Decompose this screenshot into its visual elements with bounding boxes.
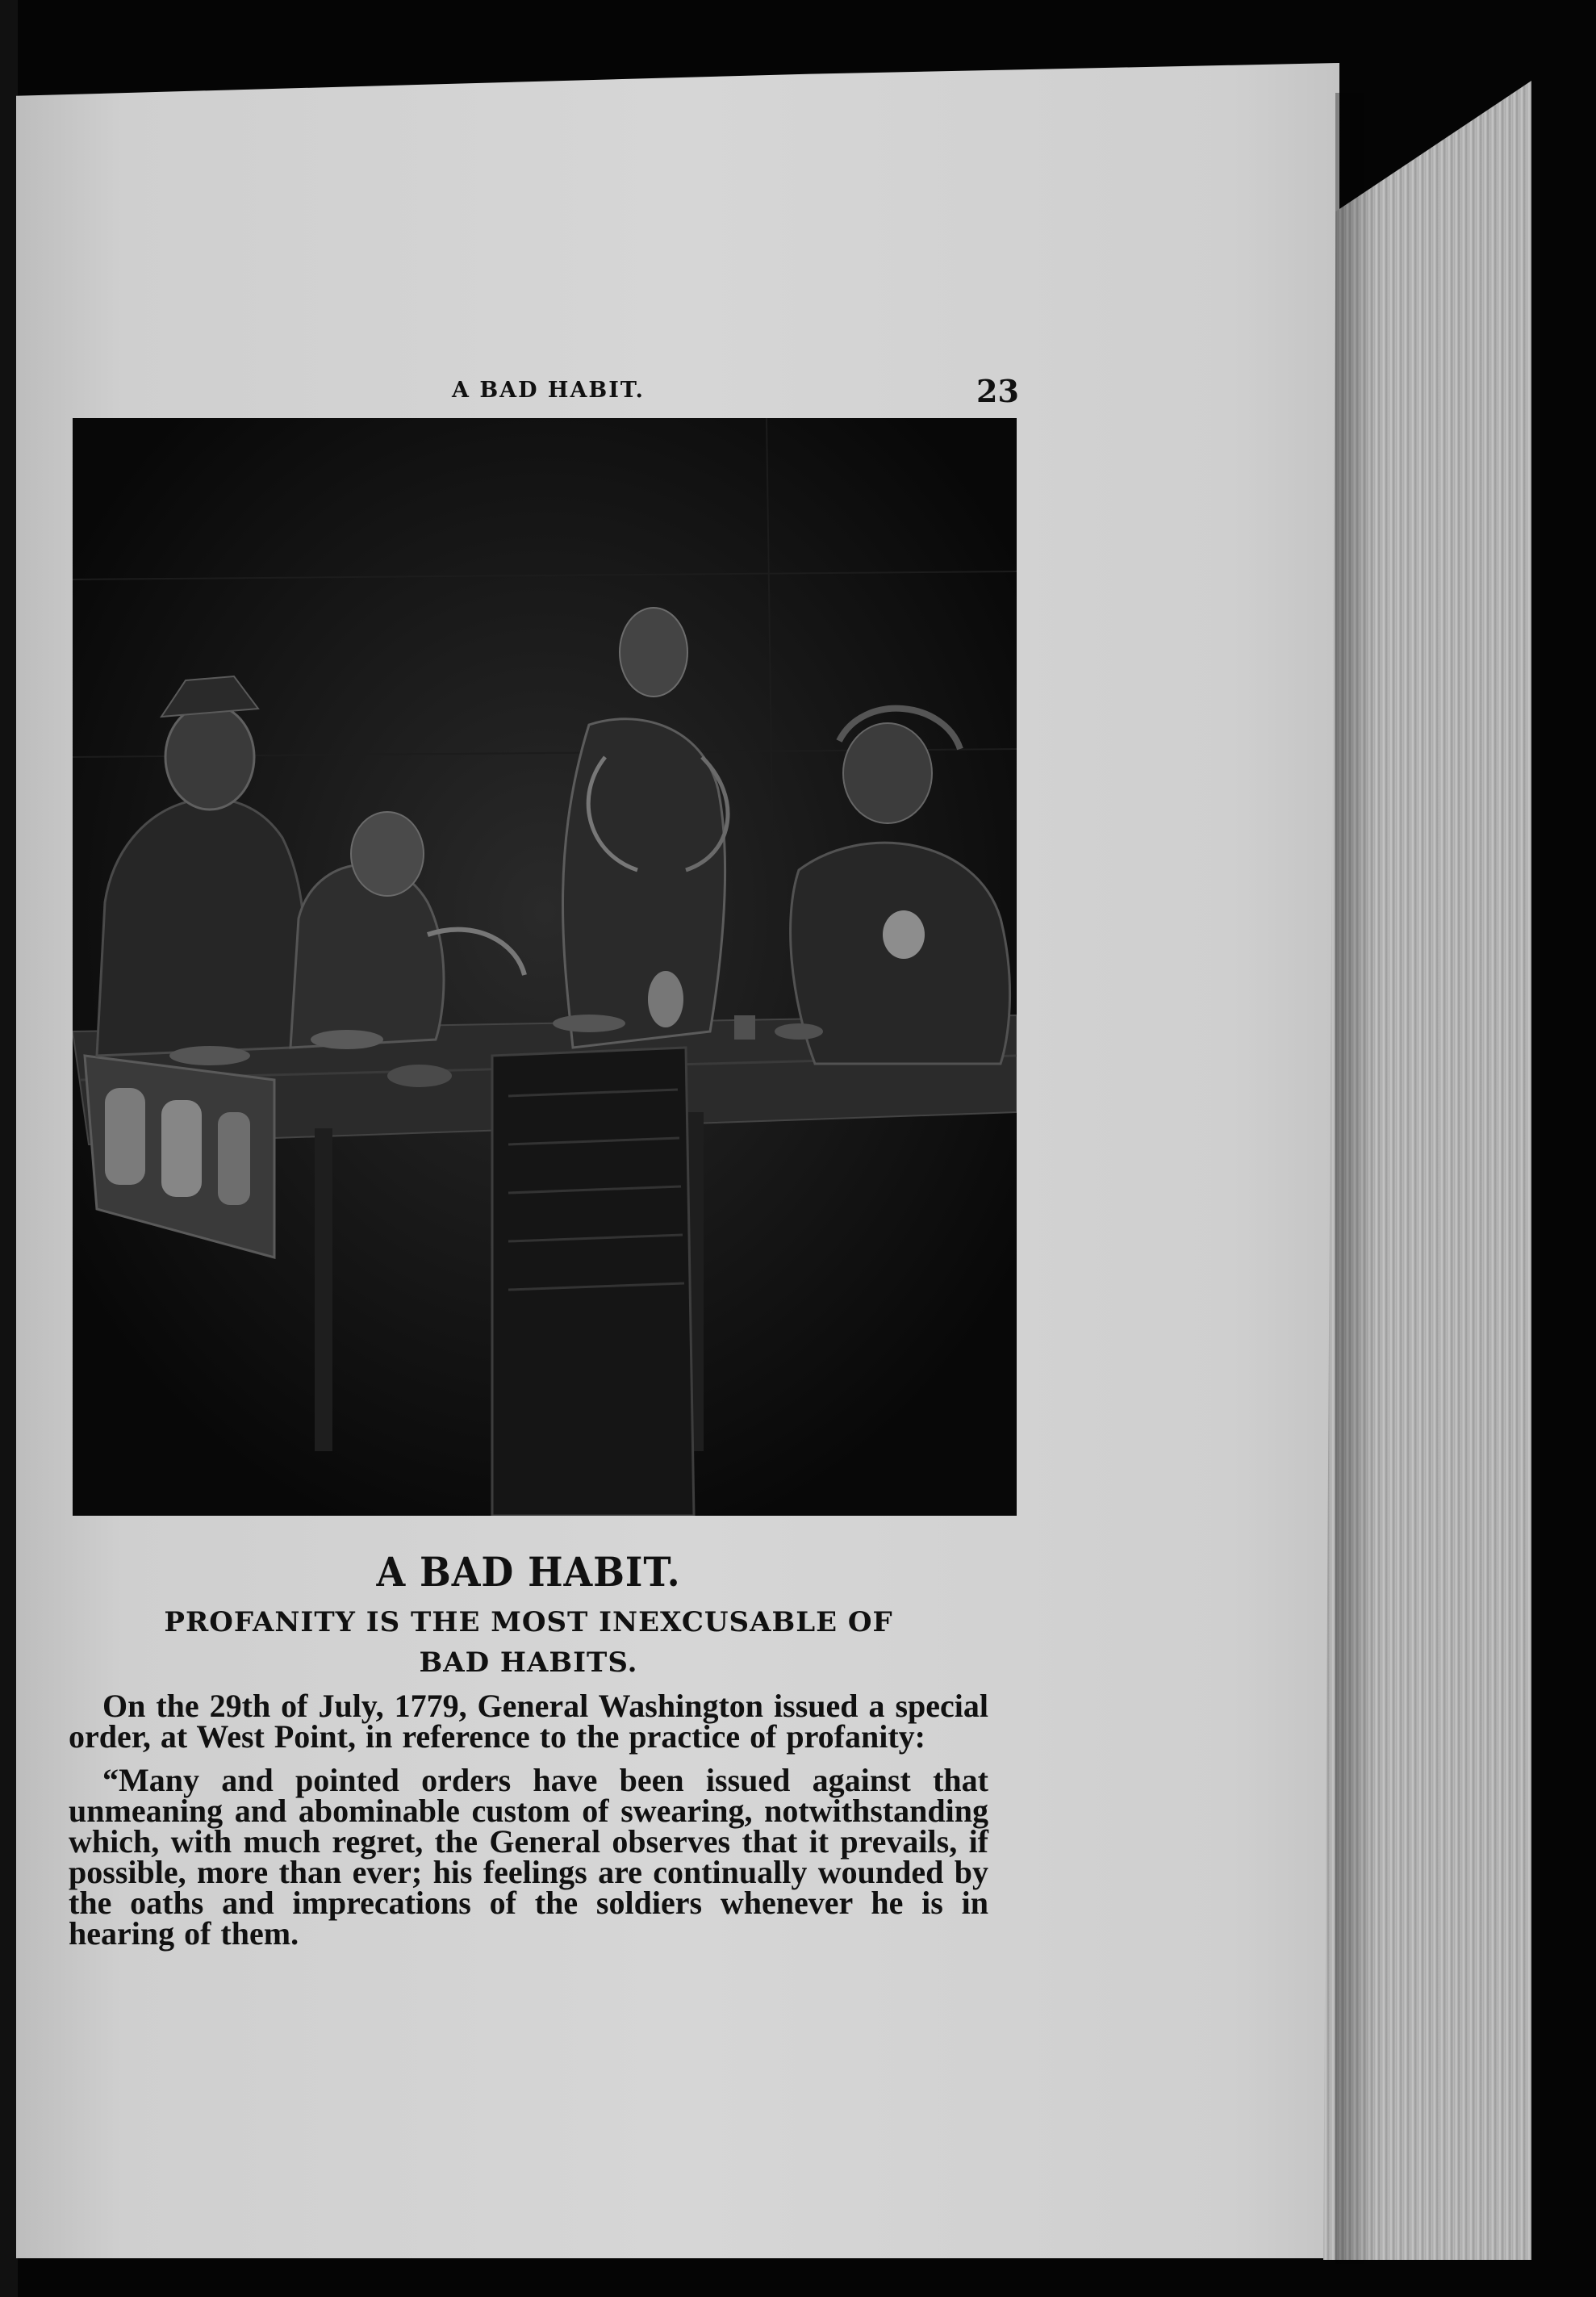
article-title: A BAD HABIT. [376,1548,681,1596]
page-gutter-shadow [1335,93,1376,2264]
paragraph-1: On the 29th of July, 1779, General Washington issued a special order, at West Point, in reference to the practice of profanity: [69,1688,988,1755]
paragraph-2: “Many and pointed orders have been issued against that unmeaning and abominable custom of swearing, notwithstanding which, with much regret, the General observes that it prevails, if possible, more than ever; his feelings are continually wounded by the oaths and imprecations of the soldiers whenever he is in hearing of them. [69,1762,988,1952]
page-number: 23 [976,373,1019,409]
article-subtitle [69,1602,988,1683]
book-left-edge [0,0,18,2297]
subtitle-line-1: PROFANITY IS THE MOST INEXCUSABLE OF [164,1606,893,1638]
subtitle-line-2: BAD HABITS. [419,1646,638,1679]
engraving-illustration [73,418,1017,1516]
running-head-title: A BAD HABIT. [452,378,645,403]
article-text [69,1548,988,1952]
tavern-scene-picture [73,418,1017,1516]
